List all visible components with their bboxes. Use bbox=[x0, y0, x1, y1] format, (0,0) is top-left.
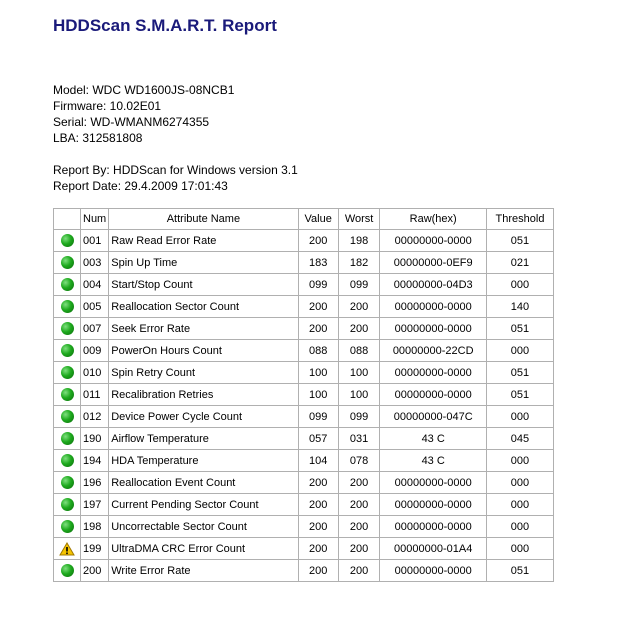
drive-info bbox=[53, 82, 298, 194]
attribute-threshold: 051 bbox=[486, 362, 553, 384]
table-row bbox=[54, 362, 554, 384]
status-cell bbox=[54, 296, 81, 318]
attribute-threshold: 000 bbox=[486, 406, 553, 428]
status-cell bbox=[54, 538, 81, 560]
green-status-icon bbox=[61, 564, 74, 577]
attribute-raw: 00000000-0000 bbox=[380, 516, 487, 538]
attribute-num: 009 bbox=[81, 340, 109, 362]
green-status-icon bbox=[61, 300, 74, 313]
attribute-raw: 43 C bbox=[380, 428, 487, 450]
status-cell bbox=[54, 274, 81, 296]
attribute-num: 199 bbox=[81, 538, 109, 560]
table-row bbox=[54, 340, 554, 362]
green-status-icon bbox=[61, 476, 74, 489]
attribute-worst: 200 bbox=[338, 318, 380, 340]
status-cell bbox=[54, 516, 81, 538]
attribute-num: 011 bbox=[81, 384, 109, 406]
status-cell bbox=[54, 252, 81, 274]
green-status-icon bbox=[61, 278, 74, 291]
table-row bbox=[54, 538, 554, 560]
attribute-raw: 00000000-0000 bbox=[380, 362, 487, 384]
attribute-value: 100 bbox=[298, 362, 338, 384]
attribute-worst: 099 bbox=[338, 406, 380, 428]
attribute-threshold: 021 bbox=[486, 252, 553, 274]
attribute-name: UltraDMA CRC Error Count bbox=[109, 538, 298, 560]
table-row bbox=[54, 450, 554, 472]
attribute-threshold: 000 bbox=[486, 494, 553, 516]
table-row bbox=[54, 428, 554, 450]
attribute-threshold: 000 bbox=[486, 538, 553, 560]
attribute-worst: 088 bbox=[338, 340, 380, 362]
attribute-worst: 100 bbox=[338, 384, 380, 406]
header-status bbox=[54, 209, 81, 230]
attribute-num: 012 bbox=[81, 406, 109, 428]
status-cell bbox=[54, 406, 81, 428]
attribute-worst: 200 bbox=[338, 494, 380, 516]
attribute-worst: 031 bbox=[338, 428, 380, 450]
table-row bbox=[54, 472, 554, 494]
table-row bbox=[54, 318, 554, 340]
attribute-value: 183 bbox=[298, 252, 338, 274]
table-row bbox=[54, 230, 554, 252]
header-attribute-name: Attribute Name bbox=[109, 209, 298, 230]
attribute-raw: 00000000-0000 bbox=[380, 230, 487, 252]
attribute-raw: 00000000-0EF9 bbox=[380, 252, 487, 274]
green-status-icon bbox=[61, 366, 74, 379]
attribute-name: Raw Read Error Rate bbox=[109, 230, 298, 252]
green-status-icon bbox=[61, 498, 74, 511]
table-row bbox=[54, 560, 554, 582]
attribute-raw: 00000000-0000 bbox=[380, 472, 487, 494]
attribute-num: 197 bbox=[81, 494, 109, 516]
attribute-value: 200 bbox=[298, 516, 338, 538]
green-status-icon bbox=[61, 256, 74, 269]
attribute-name: Reallocation Sector Count bbox=[109, 296, 298, 318]
green-status-icon bbox=[61, 234, 74, 247]
table-row bbox=[54, 296, 554, 318]
attribute-name: Current Pending Sector Count bbox=[109, 494, 298, 516]
attribute-value: 200 bbox=[298, 472, 338, 494]
green-status-icon bbox=[61, 410, 74, 423]
attribute-threshold: 140 bbox=[486, 296, 553, 318]
header-value: Value bbox=[298, 209, 338, 230]
attribute-value: 200 bbox=[298, 296, 338, 318]
attribute-worst: 198 bbox=[338, 230, 380, 252]
attribute-value: 200 bbox=[298, 318, 338, 340]
status-cell bbox=[54, 472, 81, 494]
attribute-worst: 200 bbox=[338, 516, 380, 538]
attribute-value: 100 bbox=[298, 384, 338, 406]
attribute-value: 088 bbox=[298, 340, 338, 362]
status-cell bbox=[54, 384, 81, 406]
table-row bbox=[54, 252, 554, 274]
attribute-worst: 200 bbox=[338, 472, 380, 494]
attribute-raw: 00000000-0000 bbox=[380, 494, 487, 516]
status-cell bbox=[54, 340, 81, 362]
attribute-raw: 00000000-0000 bbox=[380, 384, 487, 406]
attribute-name: Spin Up Time bbox=[109, 252, 298, 274]
attribute-num: 003 bbox=[81, 252, 109, 274]
attribute-value: 099 bbox=[298, 406, 338, 428]
attribute-worst: 182 bbox=[338, 252, 380, 274]
green-status-icon bbox=[61, 432, 74, 445]
report-by-line: Report By: HDDScan for Windows version 3.1 bbox=[53, 163, 298, 177]
attribute-threshold: 000 bbox=[486, 340, 553, 362]
status-cell bbox=[54, 560, 81, 582]
attribute-num: 007 bbox=[81, 318, 109, 340]
attribute-name: Airflow Temperature bbox=[109, 428, 298, 450]
attribute-threshold: 051 bbox=[486, 560, 553, 582]
status-cell bbox=[54, 450, 81, 472]
attribute-name: Uncorrectable Sector Count bbox=[109, 516, 298, 538]
attribute-raw: 00000000-22CD bbox=[380, 340, 487, 362]
attribute-value: 099 bbox=[298, 274, 338, 296]
table-row bbox=[54, 384, 554, 406]
attribute-name: Recalibration Retries bbox=[109, 384, 298, 406]
attribute-name: HDA Temperature bbox=[109, 450, 298, 472]
attribute-value: 200 bbox=[298, 538, 338, 560]
attribute-value: 200 bbox=[298, 230, 338, 252]
attribute-value: 104 bbox=[298, 450, 338, 472]
serial-line: Serial: WD-WMANM6274355 bbox=[53, 115, 210, 129]
model-line: Model: WDC WD1600JS-08NCB1 bbox=[53, 83, 235, 97]
attribute-value: 057 bbox=[298, 428, 338, 450]
attribute-name: Seek Error Rate bbox=[109, 318, 298, 340]
status-cell bbox=[54, 428, 81, 450]
attribute-num: 004 bbox=[81, 274, 109, 296]
table-body bbox=[54, 230, 554, 582]
attribute-value: 200 bbox=[298, 560, 338, 582]
attribute-num: 196 bbox=[81, 472, 109, 494]
attribute-raw: 00000000-0000 bbox=[380, 318, 487, 340]
header-worst: Worst bbox=[338, 209, 380, 230]
table-header-row bbox=[54, 209, 554, 230]
attribute-num: 005 bbox=[81, 296, 109, 318]
attribute-worst: 200 bbox=[338, 560, 380, 582]
attribute-name: Start/Stop Count bbox=[109, 274, 298, 296]
attribute-threshold: 000 bbox=[486, 450, 553, 472]
attribute-raw: 00000000-0000 bbox=[380, 560, 487, 582]
attribute-num: 001 bbox=[81, 230, 109, 252]
green-status-icon bbox=[61, 520, 74, 533]
table-row bbox=[54, 274, 554, 296]
status-cell bbox=[54, 318, 81, 340]
smart-attributes-table bbox=[53, 208, 554, 582]
table-row bbox=[54, 494, 554, 516]
attribute-worst: 078 bbox=[338, 450, 380, 472]
attribute-raw: 00000000-0000 bbox=[380, 296, 487, 318]
spacer bbox=[53, 146, 298, 162]
attribute-name: Spin Retry Count bbox=[109, 362, 298, 384]
attribute-worst: 200 bbox=[338, 296, 380, 318]
warning-icon bbox=[59, 542, 75, 556]
attribute-num: 194 bbox=[81, 450, 109, 472]
attribute-num: 190 bbox=[81, 428, 109, 450]
attribute-num: 198 bbox=[81, 516, 109, 538]
status-cell bbox=[54, 494, 81, 516]
attribute-raw: 00000000-01A4 bbox=[380, 538, 487, 560]
firmware-line: Firmware: 10.02E01 bbox=[53, 99, 162, 113]
attribute-raw: 00000000-047C bbox=[380, 406, 487, 428]
attribute-raw: 43 C bbox=[380, 450, 487, 472]
header-raw: Raw(hex) bbox=[380, 209, 487, 230]
attribute-num: 200 bbox=[81, 560, 109, 582]
attribute-worst: 100 bbox=[338, 362, 380, 384]
attribute-threshold: 051 bbox=[486, 230, 553, 252]
attribute-worst: 099 bbox=[338, 274, 380, 296]
green-status-icon bbox=[61, 454, 74, 467]
green-status-icon bbox=[61, 388, 74, 401]
attribute-threshold: 045 bbox=[486, 428, 553, 450]
attribute-threshold: 051 bbox=[486, 384, 553, 406]
attribute-name: PowerOn Hours Count bbox=[109, 340, 298, 362]
report-date-line: Report Date: 29.4.2009 17:01:43 bbox=[53, 179, 228, 193]
attribute-threshold: 000 bbox=[486, 472, 553, 494]
attribute-name: Device Power Cycle Count bbox=[109, 406, 298, 428]
attribute-worst: 200 bbox=[338, 538, 380, 560]
attribute-name: Reallocation Event Count bbox=[109, 472, 298, 494]
green-status-icon bbox=[61, 322, 74, 335]
attribute-name: Write Error Rate bbox=[109, 560, 298, 582]
attribute-threshold: 051 bbox=[486, 318, 553, 340]
header-threshold: Threshold bbox=[486, 209, 553, 230]
attribute-raw: 00000000-04D3 bbox=[380, 274, 487, 296]
status-cell bbox=[54, 230, 81, 252]
green-status-icon bbox=[61, 344, 74, 357]
attribute-threshold: 000 bbox=[486, 516, 553, 538]
table-row bbox=[54, 406, 554, 428]
attribute-threshold: 000 bbox=[486, 274, 553, 296]
report-title: HDDScan S.M.A.R.T. Report bbox=[53, 16, 277, 35]
table-row bbox=[54, 516, 554, 538]
lba-line: LBA: 312581808 bbox=[53, 131, 143, 145]
header-num: Num bbox=[81, 209, 109, 230]
attribute-value: 200 bbox=[298, 494, 338, 516]
attribute-num: 010 bbox=[81, 362, 109, 384]
status-cell bbox=[54, 362, 81, 384]
